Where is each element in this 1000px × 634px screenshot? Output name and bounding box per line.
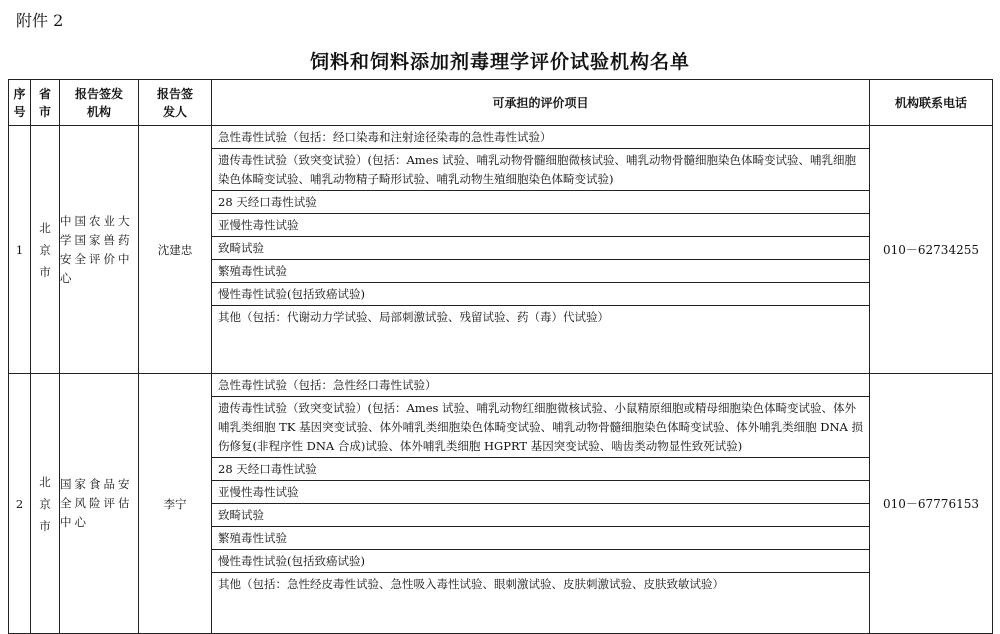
evaluation-item: 慢性毒性试验(包括致癌试验): [212, 550, 869, 573]
table-row: [9, 374, 993, 634]
evaluation-item: 亚慢性毒性试验: [212, 481, 869, 504]
evaluation-item: 慢性毒性试验(包括致癌试验): [212, 283, 869, 306]
evaluation-item: 28 天经口毒性试验: [212, 191, 869, 214]
header-seq: 序号: [9, 80, 31, 126]
attachment-label: 附件 2: [16, 11, 64, 30]
evaluation-item: 其他（包括：代谢动力学试验、局部刺激试验、残留试验、药（毒）代试验）: [218, 310, 609, 324]
header-issuer-person: 报告签发人: [139, 80, 212, 126]
row-items: [212, 126, 870, 374]
evaluation-item: 急性毒性试验（包括：经口染毒和注射途径染毒的急性毒性试验）: [212, 126, 869, 149]
row-issuer-org: 中国农业大学国家兽药安全评价中心: [60, 126, 139, 374]
row-province: 北京市: [31, 126, 60, 374]
evaluation-item: 遗传毒性试验（致突变试验）(包括：Ames 试验、哺乳动物骨髓细胞微核试验、哺乳动物骨髓细胞染色体畸变试验、哺乳细胞染色体畸变试验、哺乳动物精子畸形试验、哺乳动物生殖细胞染色体畸变试验): [212, 149, 869, 191]
row-province: 北京市: [31, 374, 60, 634]
evaluation-item: 繁殖毒性试验: [212, 527, 869, 550]
evaluation-item: 28 天经口毒性试验: [212, 458, 869, 481]
evaluation-item: 遗传毒性试验（致突变试验）(包括：Ames 试验、哺乳动物红细胞微核试验、小鼠精原细胞或精母细胞染色体畸变试验、体外哺乳类细胞 TK 基因突变试验、体外哺乳类细胞染色体畸变试验、哺乳动物骨髓细胞染色体畸变试验、体外哺乳类细胞 DNA 损伤修复(非程序性 DNA 合成)试验、体外哺乳类细胞 HGPRT 基因突变试验、啮齿类动物显性致死试验): [212, 397, 869, 458]
row-phone: 010－62734255: [870, 126, 993, 374]
evaluation-item: 急性毒性试验（包括：急性经口毒性试验）: [212, 374, 869, 397]
evaluation-item: 致畸试验: [212, 237, 869, 260]
evaluation-item: 致畸试验: [212, 504, 869, 527]
header-province: 省市: [31, 80, 60, 126]
header-issuer-org: 报告签发机构: [60, 80, 139, 126]
row-seq: 2: [9, 374, 31, 634]
header-phone: 机构联系电话: [870, 80, 993, 126]
table-header-row: [9, 80, 993, 126]
evaluation-item: 亚慢性毒性试验: [212, 214, 869, 237]
header-items: 可承担的评价项目: [212, 80, 870, 126]
evaluation-item: 其他（包括：急性经皮毒性试验、急性吸入毒性试验、眼刺激试验、皮肤刺激试验、皮肤致敏试验）: [218, 577, 724, 591]
row-seq: 1: [9, 126, 31, 374]
institution-table: [8, 79, 993, 634]
row-items: [212, 374, 870, 634]
table-row: [9, 126, 993, 374]
row-phone: 010－67776153: [870, 374, 993, 634]
row-issuer-org: 国家食品安全风险评估中心: [60, 374, 139, 634]
row-issuer-person: 沈建忠: [139, 126, 212, 374]
row-issuer-person: 李宁: [139, 374, 212, 634]
evaluation-item: 繁殖毒性试验: [212, 260, 869, 283]
document-title: 饲料和饲料添加剂毒理学评价试验机构名单: [309, 51, 690, 73]
